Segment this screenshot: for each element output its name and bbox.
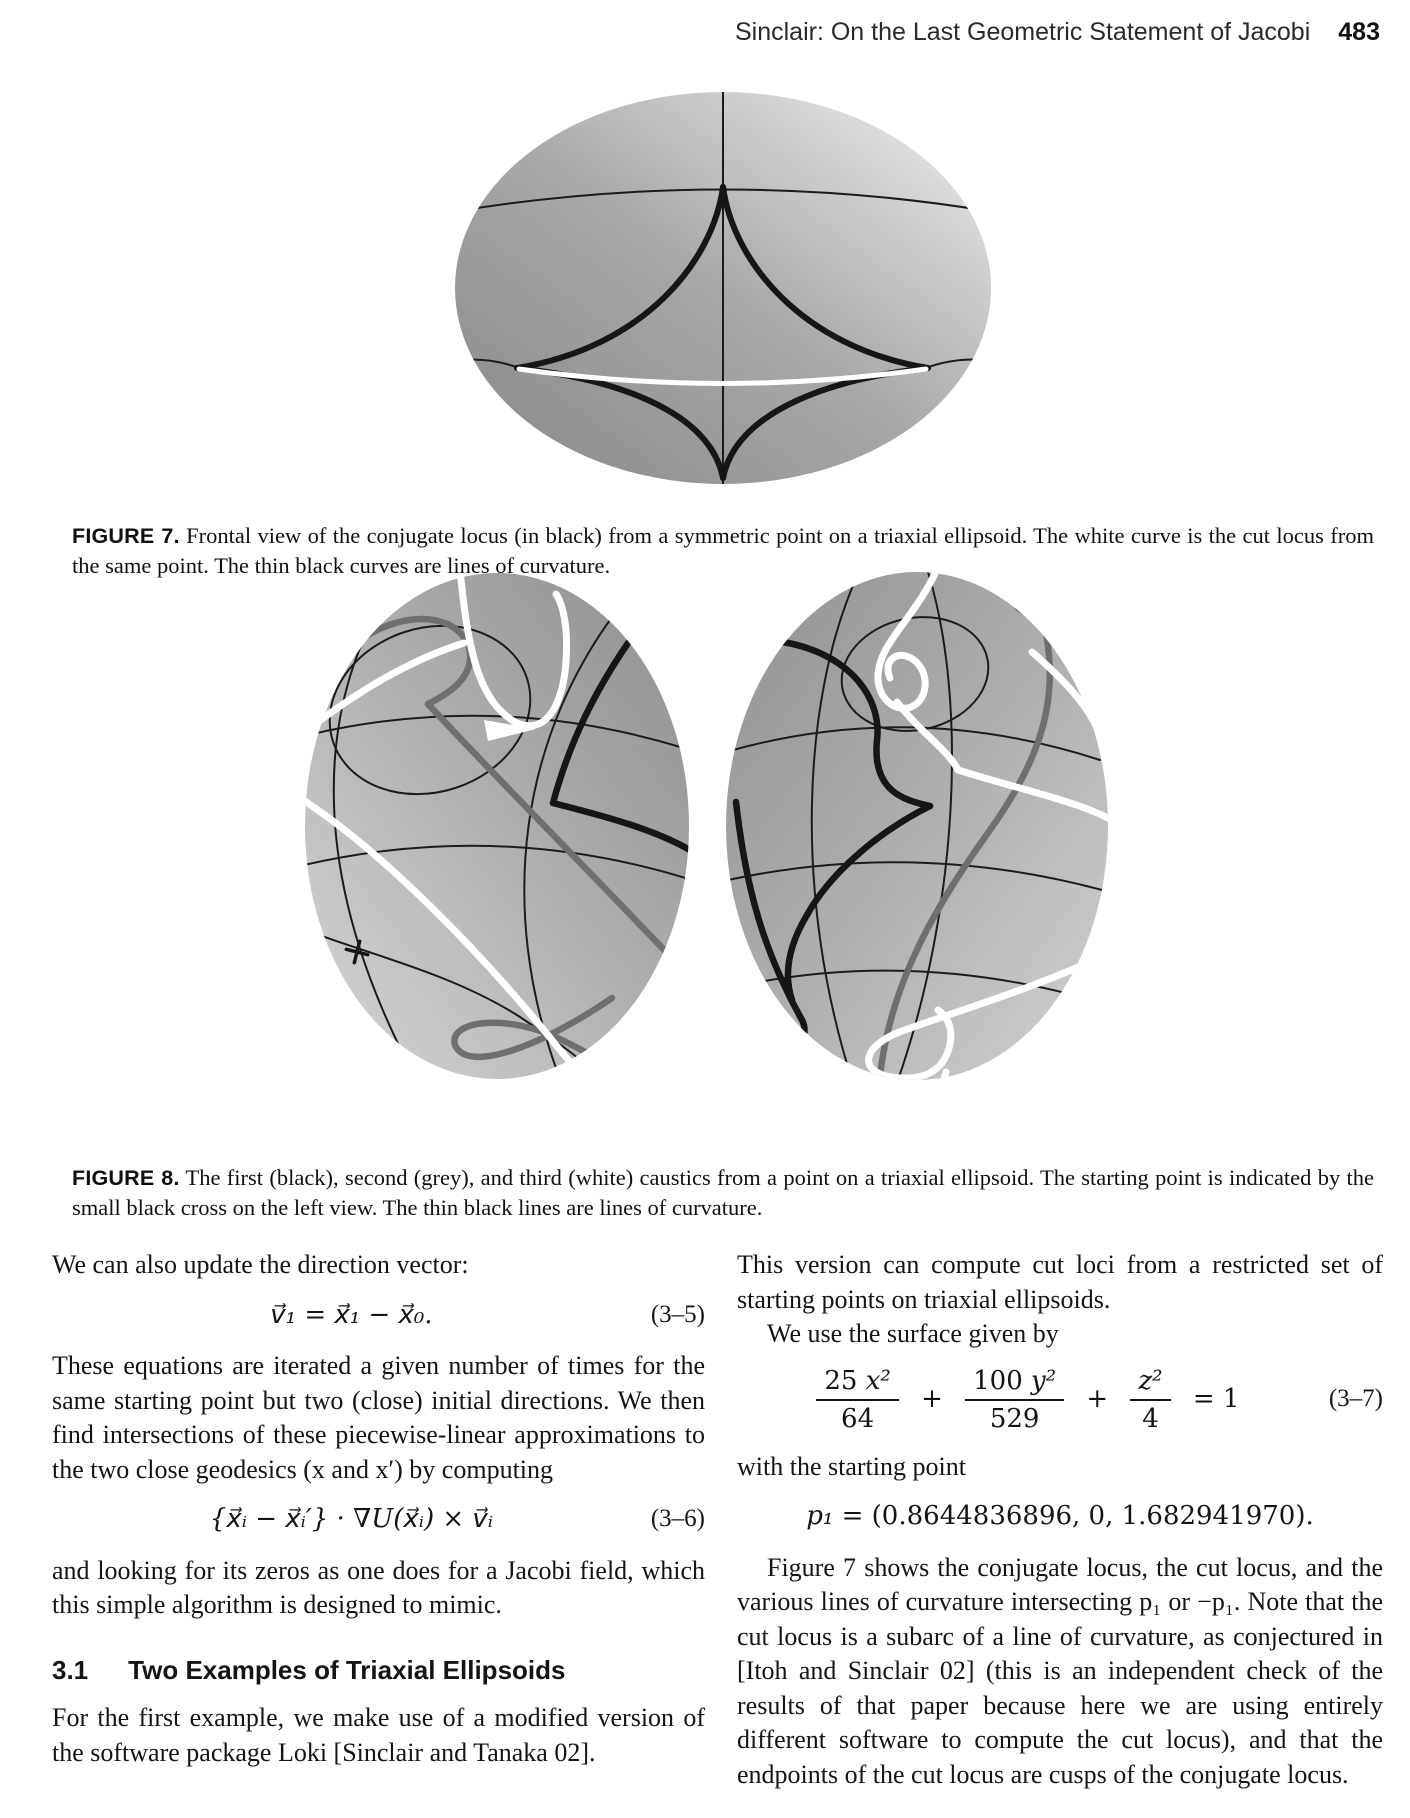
figure-7-caption-label: FIGURE 7.: [72, 523, 180, 548]
figure-7-image: [0, 75, 1410, 508]
fig7-svg: [0, 75, 1410, 503]
body-columns: [52, 1248, 1383, 1792]
equation-number: (3–5): [650, 1300, 705, 1328]
header-title: Sinclair: On the Last Geometric Statement of Jacobi: [735, 18, 1311, 46]
equals-one: = 1: [1192, 1383, 1240, 1414]
equation-3-6: [52, 1502, 705, 1537]
paragraph: and looking for its zeros as one does for a Jacobi field, which this simple algorithm is designed to mimic.: [52, 1555, 705, 1619]
equation-number: (3–7): [1328, 1385, 1383, 1413]
left-column: [52, 1248, 705, 1792]
paragraph: We can also update the direction vector:: [52, 1250, 469, 1279]
section-title: Two Examples of Triaxial Ellipsoids: [128, 1654, 566, 1685]
figure-8-caption: [72, 1163, 1374, 1224]
equation-body: v⃗₁ = x⃗₁ − x⃗₀.: [270, 1299, 433, 1330]
right-column: [737, 1248, 1383, 1792]
paragraph: We use the surface given by: [767, 1319, 1059, 1348]
equation-body: p₁ = (0.8644836896, 0, 1.682941970).: [806, 1501, 1314, 1532]
equation-3-5: [52, 1298, 705, 1333]
fraction: $\frac{\text{100 y²}}{529}$: [965, 1367, 1064, 1433]
page-number: 483: [1338, 18, 1380, 46]
equation-3-7: [737, 1367, 1383, 1433]
section-heading: [52, 1653, 705, 1688]
equation-body: {x⃗ᵢ − x⃗ᵢ′} · ∇U(x⃗ᵢ) × v⃗ᵢ: [209, 1504, 494, 1534]
fraction: $\frac{\text{25 x²}}{64}$: [816, 1367, 898, 1433]
figure-7-caption-text: Frontal view of the conjugate locus (in black) from a symmetric point on a triaxial ellipsoid. The white curve is the cut locus from the same point. The thin black curves are lines of curvature.: [72, 522, 1374, 578]
equation-p1: [737, 1499, 1383, 1534]
paragraph: This version can compute cut loci from a restricted set of starting points on triaxial ellipsoids.: [737, 1250, 1383, 1314]
equation-number: (3–6): [650, 1505, 705, 1532]
fraction: $\frac{\text{z²}}{4}$: [1130, 1367, 1170, 1433]
fig8-svg: [0, 552, 1410, 1120]
paragraph: with the starting point: [737, 1451, 966, 1481]
equation-body: $\frac{\text{25 x²}}{64}$ + $\frac{\text{100 y²}}{529}$ + $\frac{\text{z²}}{4}$ = 1: [737, 1367, 1329, 1433]
figure-8-image: [0, 552, 1410, 1125]
paragraph: These equations are iterated a given number of times for the same starting point but two (close) initial directions. We then find intersections of these piecewise-linear approximations to the two close geodesics (x and x′) by computing: [52, 1351, 705, 1484]
running-header: [0, 18, 1380, 47]
figure-8-caption-text: The first (black), second (grey), and third (white) caustics from a point on a triaxial ellipsoid. The starting point is indicated by the small black cross on the left view. The thin black lines are lines of curvature.: [72, 1164, 1375, 1220]
figure-8-caption-label: FIGURE 8.: [72, 1165, 180, 1190]
section-number: 3.1: [52, 1654, 89, 1685]
paragraph: Figure 7 shows the conjugate locus, the cut locus, and the various lines of curvature intersecting p₁ or −p₁. Note that the cut locus is a subarc of a line of curvature, as conjectured in [Itoh and Sinclair 02] (this is an independent check of the results of that paper because here we are using entirely different software to compute the cut locus), and that the endpoints of the cut locus are cusps of the conjugate locus.: [737, 1552, 1383, 1789]
paragraph: For the first example, we make use of a modified version of the software package Loki [Sinclair and Tanaka 02].: [52, 1703, 705, 1767]
